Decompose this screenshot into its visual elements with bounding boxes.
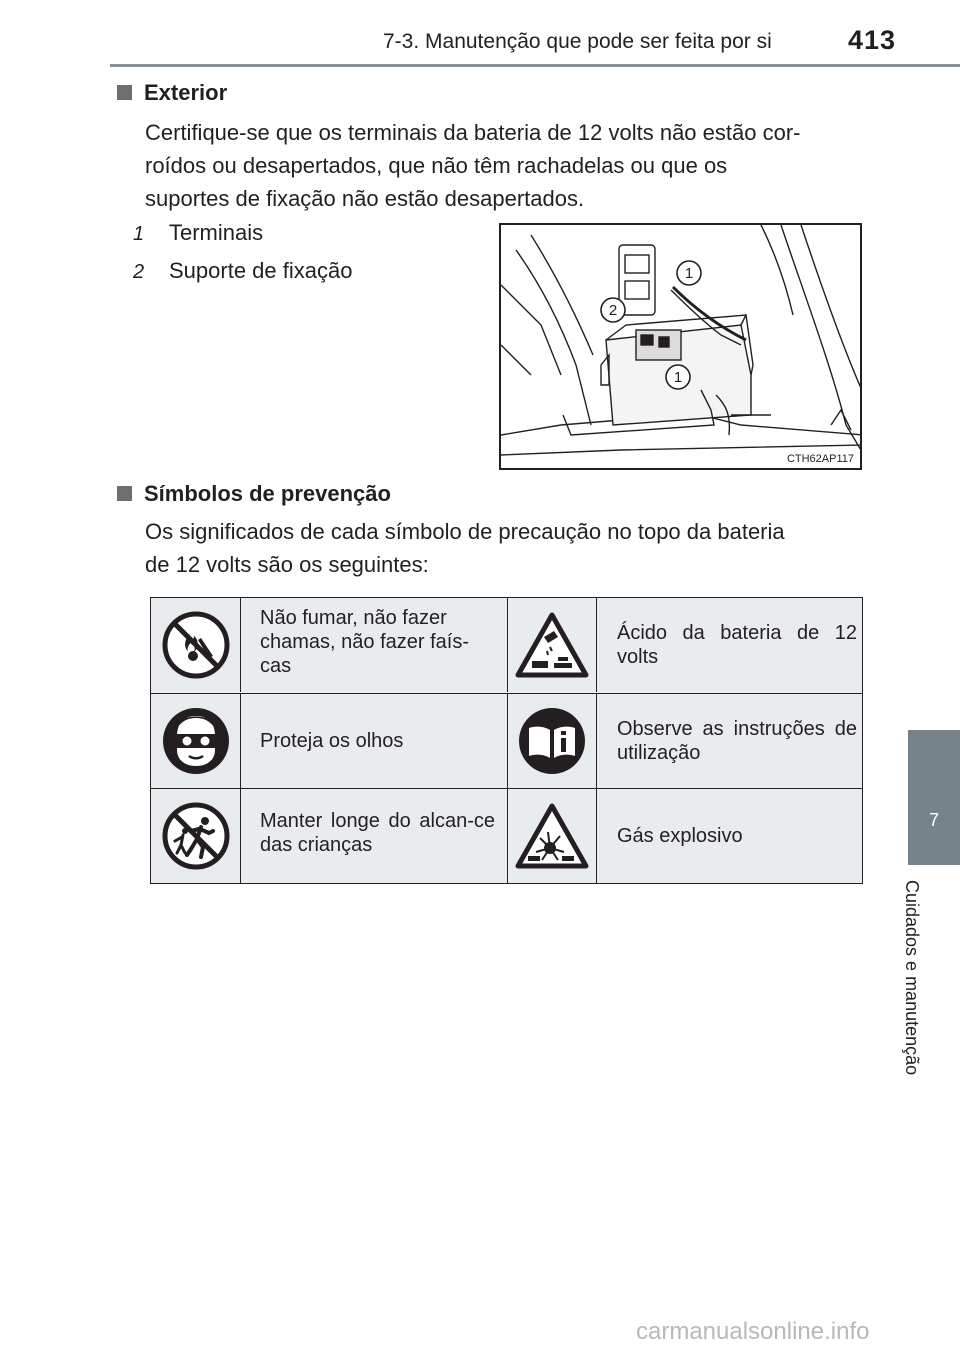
callout-terminals [133,220,263,246]
chapter-label-text: Cuidados e manutenção [902,880,922,1076]
exterior-heading-text: Exterior [144,80,228,105]
figure-marker: 1 [684,265,694,282]
watermark: carmanualsonline.info [636,1318,870,1345]
symbol-description: Gás explosivo [617,825,743,847]
exterior-line: roídos ou desapertados, que não têm rachadelas ou que os [145,153,728,178]
callout-number: 2 [133,261,145,283]
exterior-line: suportes de fixação não estão desapertados. [145,186,585,211]
warning-symbols-table [150,597,863,884]
page-number: 413 [848,25,897,55]
keep-away-children-icon [151,789,241,883]
no-smoking-icon [151,598,241,692]
symbol-description: Proteja os olhos [260,730,404,752]
section-title: 7-3. Manutenção que pode ser feita por si [383,30,772,53]
read-instructions-icon [507,694,597,788]
symbols-line: de 12 volts são os seguintes: [145,552,429,577]
callout-bracket [133,258,352,284]
table-row [151,598,862,693]
symbols-line: Os significados de cada símbolo de precaução no topo da bateria [145,519,785,544]
header-rule [110,64,960,67]
chapter-number: 7 [928,810,939,830]
bullet-square-icon [117,85,132,100]
explosive-gas-warning-icon [507,789,597,883]
table-row [151,788,862,883]
symbol-description: Manter longe do alcan-ce das crianças [260,810,495,856]
chapter-tab[interactable] [908,730,960,865]
callout-number: 1 [133,223,145,245]
figure-code: CTH62AP117 [786,453,854,465]
table-row [151,693,862,788]
bullet-square-icon [117,486,132,501]
callout-label: Terminais [169,220,264,245]
exterior-line: Certifique-se que os terminais da bateria de 12 volts não estão cor- [145,120,801,145]
figure-marker: 2 [608,302,618,319]
symbol-description: Ácido da bateria de 12 volts [617,622,857,668]
battery-acid-warning-icon [507,598,597,692]
symbol-description: Não fumar, não fazer chamas, não fazer faís-cas [260,607,469,677]
exterior-paragraph [145,116,855,215]
symbols-heading-text: Símbolos de prevenção [144,481,391,506]
battery-drawing [501,225,862,470]
battery-illustration [499,223,862,470]
eye-protection-icon [151,694,241,788]
symbol-description: Observe as instruções de utilização [617,718,857,764]
symbols-heading [117,481,391,507]
symbols-paragraph [145,515,855,581]
figure-marker: 1 [673,369,683,386]
page-header [0,0,960,70]
callout-label: Suporte de fixação [169,258,353,283]
exterior-heading [117,80,227,106]
